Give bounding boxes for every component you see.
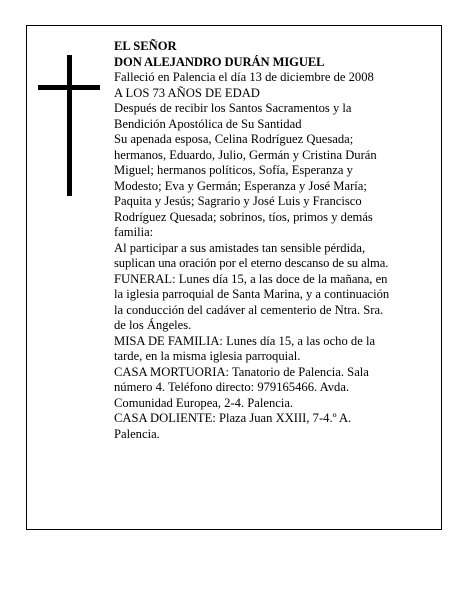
body-line: la conducción del cadáver al cementerio de Ntra. Sra. (114, 302, 384, 317)
body-line: Comunidad Europea, 2-4. Palencia. (114, 395, 294, 410)
deceased-name: DON ALEJANDRO DURÁN MIGUEL (114, 54, 325, 69)
body-line: Bendición Apostólica de Su Santidad (114, 116, 302, 131)
body-line: hermanos, Eduardo, Julio, Germán y Cristina Durán (114, 147, 377, 162)
notice-text (114, 39, 432, 442)
body-line: CASA MORTUORIA: Tanatorio de Palencia. Sala (114, 364, 369, 379)
body-line: A LOS 73 AÑOS DE EDAD (114, 85, 260, 100)
body-line: Falleció en Palencia el día 13 de diciembre de 2008 (114, 70, 374, 84)
cross-horizontal-bar (38, 85, 100, 90)
body-line: Después de recibir los Santos Sacramentos y la (114, 101, 352, 115)
body-line: Al participar a sus amistades tan sensible pérdida, (114, 240, 366, 255)
body-line: CASA DOLIENTE: Plaza Juan XXIII, 7-4.º A. (114, 411, 352, 425)
body-line: Su apenada esposa, Celina Rodríguez Quesada; (114, 132, 354, 146)
body-line: suplican una oración por el eterno descanso de su alma. (114, 256, 389, 270)
body-line: FUNERAL: Lunes día 15, a las doce de la mañana, en (114, 271, 388, 286)
body-line: Rodríguez Quesada; sobrinos, tíos, primos y demás (114, 209, 373, 224)
body-line: Miguel; hermanos políticos, Sofía, Esperanza y (114, 163, 353, 177)
title-line-1: EL SEÑOR (114, 39, 177, 53)
body-line: Paquita y Jesús; Sagrario y José Luis y Francisco (114, 194, 362, 208)
body-line: MISA DE FAMILIA: Lunes día 15, a las ocho de la (114, 333, 376, 348)
body-line: Modesto; Eva y Germán; Esperanza y José María; (114, 178, 367, 193)
body-line: de los Ángeles. (114, 318, 192, 332)
body-line: familia: (114, 225, 154, 239)
body-line: número 4. Teléfono directo: 979165466. Avda. (114, 380, 350, 394)
body-line: tarde, en la misma iglesia parroquial. (114, 349, 301, 363)
body-line: la iglesia parroquial de Santa Marina, y a continuación (114, 287, 390, 301)
body-line: Palencia. (114, 426, 160, 441)
cross-vertical-bar (67, 55, 72, 196)
